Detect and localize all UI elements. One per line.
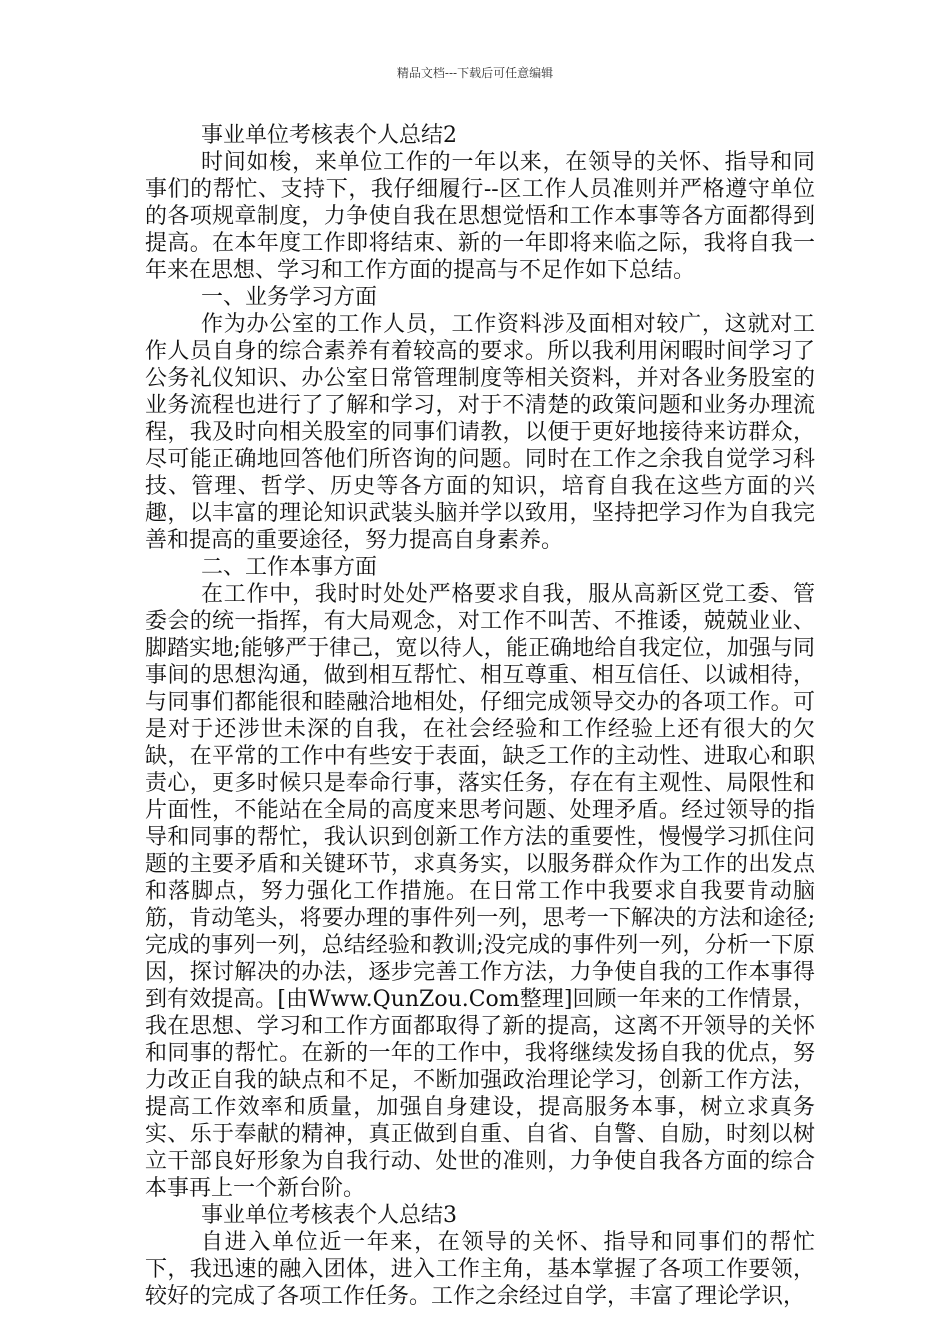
paragraph: 在工作中，我时时处处严格要求自我，服从高新区党工委、管委会的统一指挥，有大局观念，对工作不叫苦、不推诿，兢兢业业、脚踏实地;能够严于律己，宽以待人，能正确地给自我定位，加强与同事间的思想沟通，做到相互帮忙、相互尊重、相互信任、以诚相待，与同事们都能很和睦融洽地相处，仔细完成领导交办的各项工作。可是对于还涉世未深的自我，在社会经验和工作经验上还有很大的欠缺，在平常的工作中有些安于表面，缺乏工作的主动性、进取心和职责心，更多时候只是奉命行事，落实任务，存在有主观性、局限性和片面性，不能站在全局的高度来思考问题、处理矛盾。经过领导的指导和同事的帮忙，我认识到创新工作方法的重要性，慢慢学习抓住问题的主要矛盾和关键环节，求真务实，以服务群众作为工作的出发点和落脚点，努力强化工作措施。在日常工作中我要求自我要肯动脑筋，肯动笔头，将要办理的事件列一列，思考一下解决的方法和途径;完成的事列一列，总结经验和教训;没完成的事件列一列，分析一下原因，探讨解决的办法，逐步完善工作方法，力争使自我的工作本事得到有效提高。[由Www.QunZou.Com整理]回顾一年来的工作情景，我在思想、学习和工作方面都取得了新的提高，这离不开领导的关怀和同事的帮忙。在新的一年的工作中，我将继续发扬自我的优点，努力改正自我的缺点和不足，不断加强政治理论学习，创新工作方法，提高工作效率和质量，加强自身建设，提高服务本事，树立求真务实、乐于奉献的精神，真正做到自重、自省、自警、自励，时刻以树立干部良好形象为自我行动、处世的准则，力争使自我各方面的综合本事再上一个新台阶。 [145, 582, 815, 1201]
section-title: 事业单位考核表个人总结2 [201, 123, 457, 148]
page-header-watermark: 精品文档---下载后可任意编辑 [396, 66, 554, 80]
paragraph: 作为办公室的工作人员，工作资料涉及面相对较广，这就对工作人员自身的综合素养有着较高的要求。所以我利用闲暇时间学习了公务礼仪知识、办公室日常管理制度等相关资料，并对各业务股室的业务流程也进行了了解和学习，对于不清楚的政策问题和业务办理流程，我及时向相关股室的同事们请教，以便于更好地接待来访群众，尽可能正确地回答他们所咨询的问题。同时在工作之余我自觉学习科技、管理、哲学、历史等各方面的知识，培育自我在这些方面的兴趣，以丰富的理论知识武装头脑并学以致用，坚持把学习作为自我完善和提高的重要途径，努力提高自身素养。 [145, 312, 815, 553]
paragraph: 时间如梭，来单位工作的一年以来，在领导的关怀、指导和同事们的帮忙、支持下，我仔细履行--区工作人员准则并严格遵守单位的各项规章制度，力争使自我在思想觉悟和工作本事等各方面都得到提高。在本年度工作即将结束、新的一年即将来临之际，我将自我一年来在思想、学习和工作方面的提高与不足作如下总结。 [145, 150, 815, 283]
paragraph: 自进入单位近一年来，在领导的关怀、指导和同事们的帮忙下，我迅速的融入团体，进入工作主角，基本掌握了各项工作要领，较好的完成了各项工作任务。工作之余经过自学，丰富了理论学识， [145, 1230, 815, 1309]
section-heading: 二、工作本事方面 [201, 555, 378, 580]
section-title: 事业单位考核表个人总结3 [201, 1203, 457, 1228]
document-body [145, 122, 815, 1310]
section-heading: 一、业务学习方面 [201, 285, 378, 310]
